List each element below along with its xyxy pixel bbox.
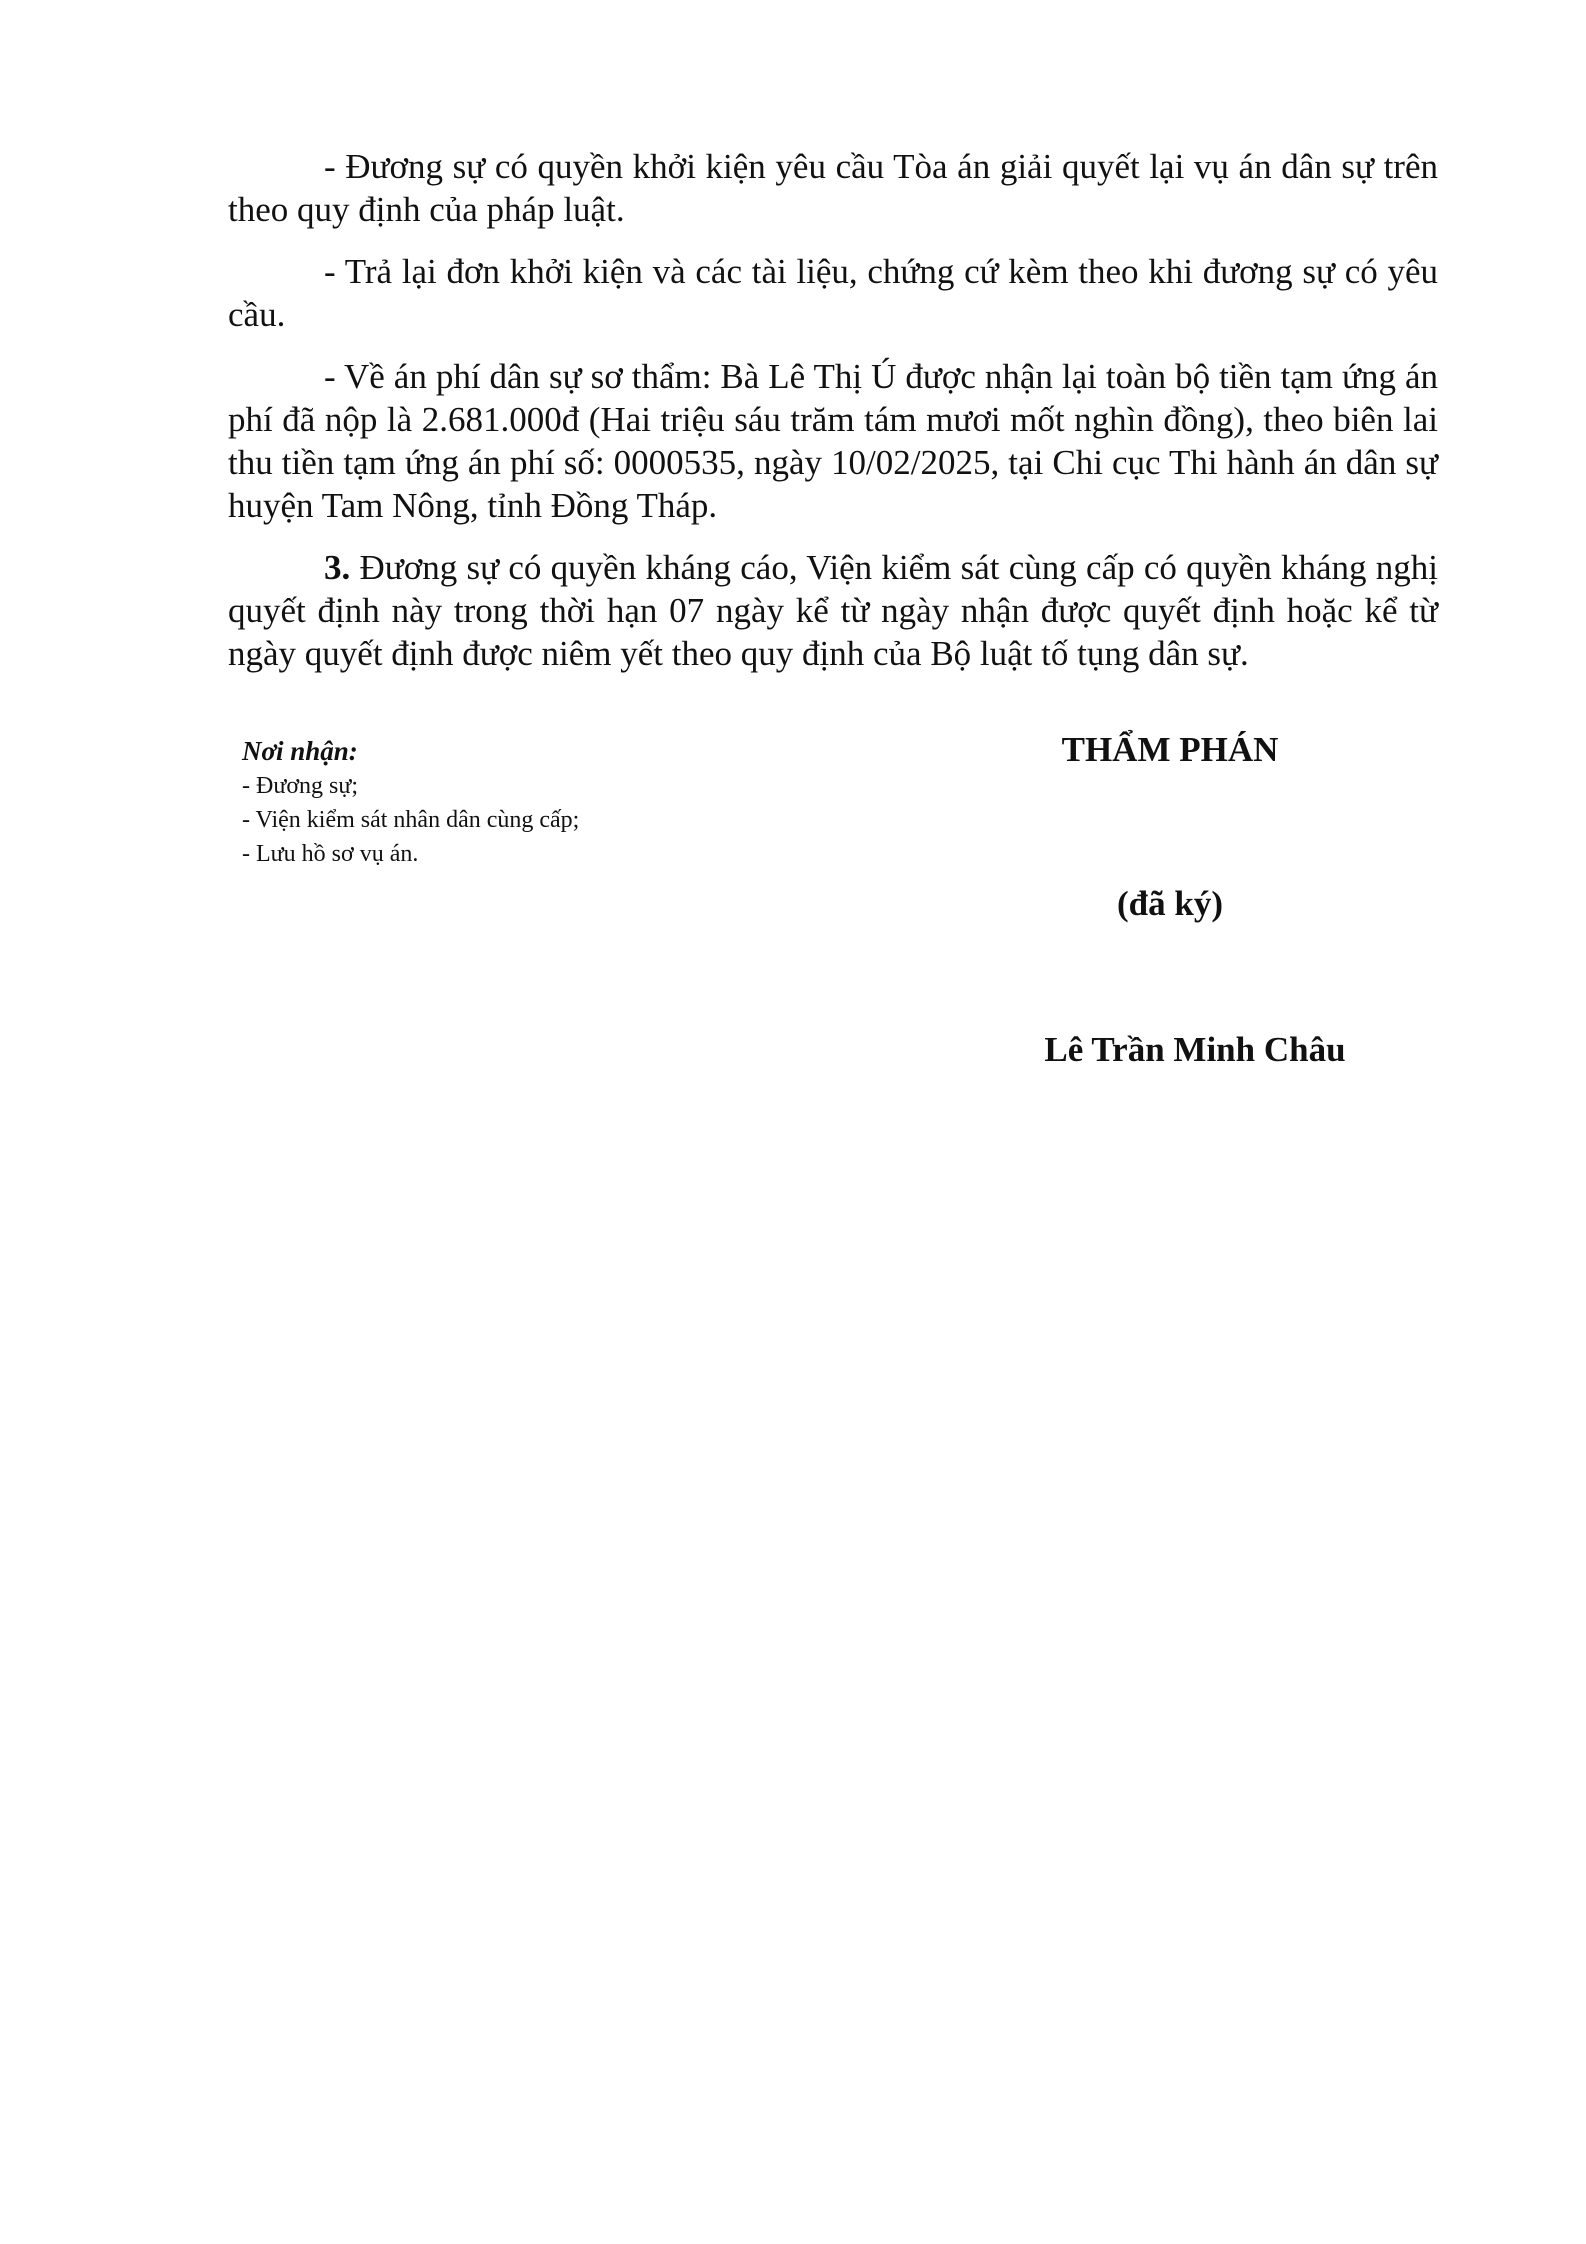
recipients-title-colon: :: [348, 736, 358, 766]
recipient-item: - Lưu hồ sơ vụ án.: [242, 841, 419, 867]
paragraph-number: 3.: [324, 548, 351, 587]
paragraph-return-documents: [228, 250, 1438, 336]
recipient-item: - Đương sự;: [242, 773, 359, 799]
paragraph-court-fee: [228, 355, 1438, 527]
paragraph-right-to-sue: [228, 145, 1438, 231]
paragraph-text: Đương sự có quyền kháng cáo, Viện kiểm sát cùng cấp có quyền kháng nghị quyết định này trong thời hạn 07 ngày kể từ ngày nhận được quyết định hoặc kể từ ngày quyết định được niêm yết theo quy định của Bộ luật tố tụng dân sự.: [228, 548, 1438, 673]
paragraph-text: - Về án phí dân sự sơ thẩm: Bà Lê Thị Ú được nhận lại toàn bộ tiền tạm ứng án phí đã nộp là 2.681.000đ (Hai triệu sáu trăm tám mươi mốt nghìn đồng), theo biên lai thu tiền tạm ứng án phí số: 0000535, ngày 10/02/2025, tại Chi cục Thi hành án dân sự huyện Tam Nông, tỉnh Đồng Tháp.: [228, 357, 1438, 525]
paragraph-appeal-right: [228, 546, 1438, 675]
decision-body: [228, 145, 1438, 675]
recipients-title: [242, 733, 762, 769]
recipient-item: - Viện kiểm sát nhân dân cùng cấp;: [242, 807, 580, 833]
recipients-title-text: Nơi nhận: [242, 736, 349, 766]
signer-name: Lê Trần Minh Châu: [1044, 1030, 1346, 1069]
paragraph-text: - Trả lại đơn khởi kiện và các tài liệu, chứng cứ kèm theo khi đương sự có yêu cầu.: [228, 252, 1438, 334]
paragraph-text: - Đương sự có quyền khởi kiện yêu cầu Tòa án giải quyết lại vụ án dân sự trên theo quy định của pháp luật.: [228, 147, 1438, 229]
recipients-block: [242, 733, 762, 871]
signature-status: (đã ký): [1117, 884, 1223, 923]
signature-title: THẨM PHÁN: [1061, 730, 1279, 769]
